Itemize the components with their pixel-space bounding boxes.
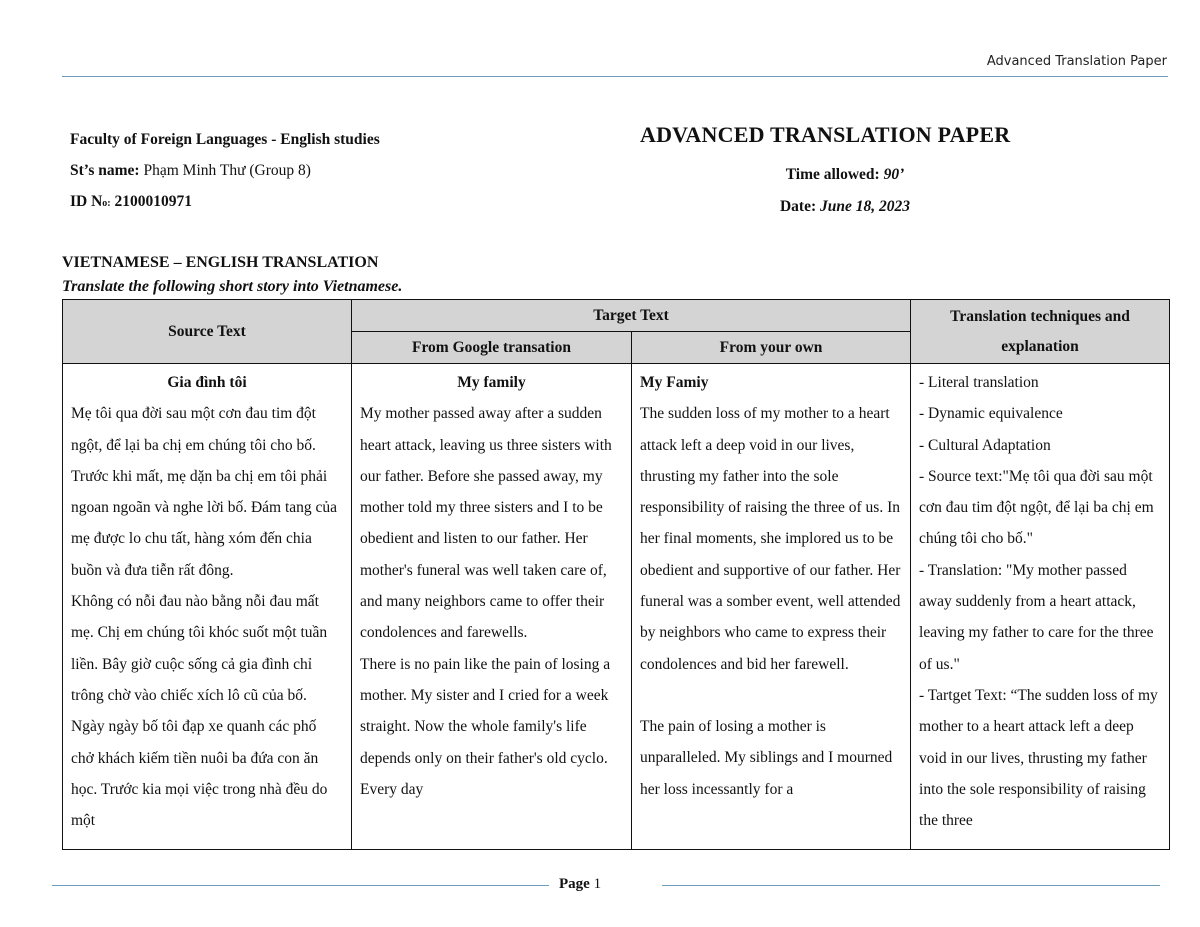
google-story-title: My family (457, 374, 526, 391)
student-id-line: ID No: 2100010971 (70, 193, 193, 210)
section-title: VIETNAMESE – ENGLISH TRANSLATION (62, 254, 379, 271)
paper-title: ADVANCED TRANSLATION PAPER (640, 122, 1011, 147)
technique-item: - Source text:"Mẹ tôi qua đời sau một cơn đau tim đột ngột, để lại ba chị em chúng tôi cho bố." (919, 467, 1154, 548)
source-story-title: Gia đình tôi (167, 374, 247, 391)
technique-item: - Literal translation (919, 374, 1039, 391)
footer-divider-left (52, 885, 549, 886)
header-google-translation: From Google transation (352, 332, 632, 364)
own-story-title: My Famiy (640, 374, 709, 391)
footer-divider-right (662, 885, 1160, 886)
time-allowed: Time allowed: 90’ (785, 166, 905, 183)
google-paragraph: My mother passed away after a sudden heart attack, leaving us three sisters with our father. Before she passed away, my mother told my three sisters and I to be obedient and listen to our father. Her mother's funeral was well taken care of, and many neighbors came to offer their condolences and farewells. (360, 405, 612, 642)
student-id-label: ID N (70, 193, 103, 210)
header-divider (62, 76, 1168, 77)
source-paragraph: Không có nỗi đau nào bằng nỗi đau mất mẹ. Chị em chúng tôi khóc suốt một tuần liền. Bây giờ cuộc sống cả gia đình chỉ trông chờ vào chiếc xích lô cũ của bố. Ngày ngày bố tôi đạp xe quanh các phố chở khách kiếm tiền nuôi ba đứa con ăn học. Trước kia mọi việc trong nhà đều do một (71, 593, 328, 830)
faculty-line: Faculty of Foreign Languages - English studies (70, 131, 380, 148)
header-own-translation: From your own (632, 332, 911, 364)
student-name-line (70, 155, 380, 186)
student-id-value: 2100010971 (114, 193, 193, 210)
time-allowed-value: 90’ (883, 166, 905, 183)
source-text-cell (63, 364, 352, 850)
paper-info (640, 122, 1050, 215)
page-number: Page 1 (559, 876, 602, 892)
technique-item: - Tartget Text: “The sudden loss of my mother to a heart attack left a deep void in our lives, thrusting my father into the sole responsibility of raising the three (919, 686, 1158, 830)
page-footer (0, 876, 1200, 896)
google-translation-cell (352, 364, 632, 850)
source-paragraph: Mẹ tôi qua đời sau một cơn đau tim đột ngột, để lại ba chị em chúng tôi cho bố. Trước khi mất, mẹ dặn ba chị em tôi phải ngoan ngoãn và nghe lời bố. Đám tang của mẹ được lo chu tất, hàng xóm đến chia buồn và đưa tiễn rất đông. (71, 405, 338, 579)
own-paragraph: The pain of losing a mother is unparalleled. My siblings and I mourned her loss incessantly for a (640, 717, 893, 798)
translation-table (62, 299, 1170, 850)
student-name-label: St’s name: (70, 162, 140, 179)
technique-item: - Cultural Adaptation (919, 436, 1051, 454)
google-paragraph: There is no pain like the pain of losing a mother. My sister and I cried for a week straight. Now the whole family's life depends only on their father's old cyclo. Every day (360, 655, 611, 798)
header-techniques: Translation techniques and explanation (911, 300, 1170, 364)
header-source-text: Source Text (63, 300, 352, 364)
student-info (70, 124, 380, 219)
student-name-value: Phạm Minh Thư (Group 8) (143, 162, 311, 179)
exam-date-value: June 18, 2023 (820, 198, 911, 215)
header-target-text: Target Text (352, 300, 911, 332)
running-header: Advanced Translation Paper (986, 54, 1167, 69)
student-id-sub: o (102, 198, 108, 209)
own-paragraph: The sudden loss of my mother to a heart attack left a deep void in our lives, thrusting my father into the sole responsibility of raising the three of us. In her final moments, she implored us to be obedient and supportive of our father. Her funeral was a somber event, well attended by neighbors who came to express their condolences and bid her farewell. (640, 405, 901, 673)
section-instruction: Translate the following short story into Vietnamese. (62, 278, 403, 295)
technique-item: - Dynamic equivalence (919, 405, 1063, 423)
techniques-cell (911, 364, 1170, 850)
exam-date: Date: June 18, 2023 (779, 198, 911, 215)
own-translation-cell (632, 364, 911, 850)
technique-item: - Translation: "My mother passed away suddenly from a heart attack, leaving my father to care for the three of us." (919, 561, 1154, 673)
paragraph-gap (640, 680, 902, 711)
